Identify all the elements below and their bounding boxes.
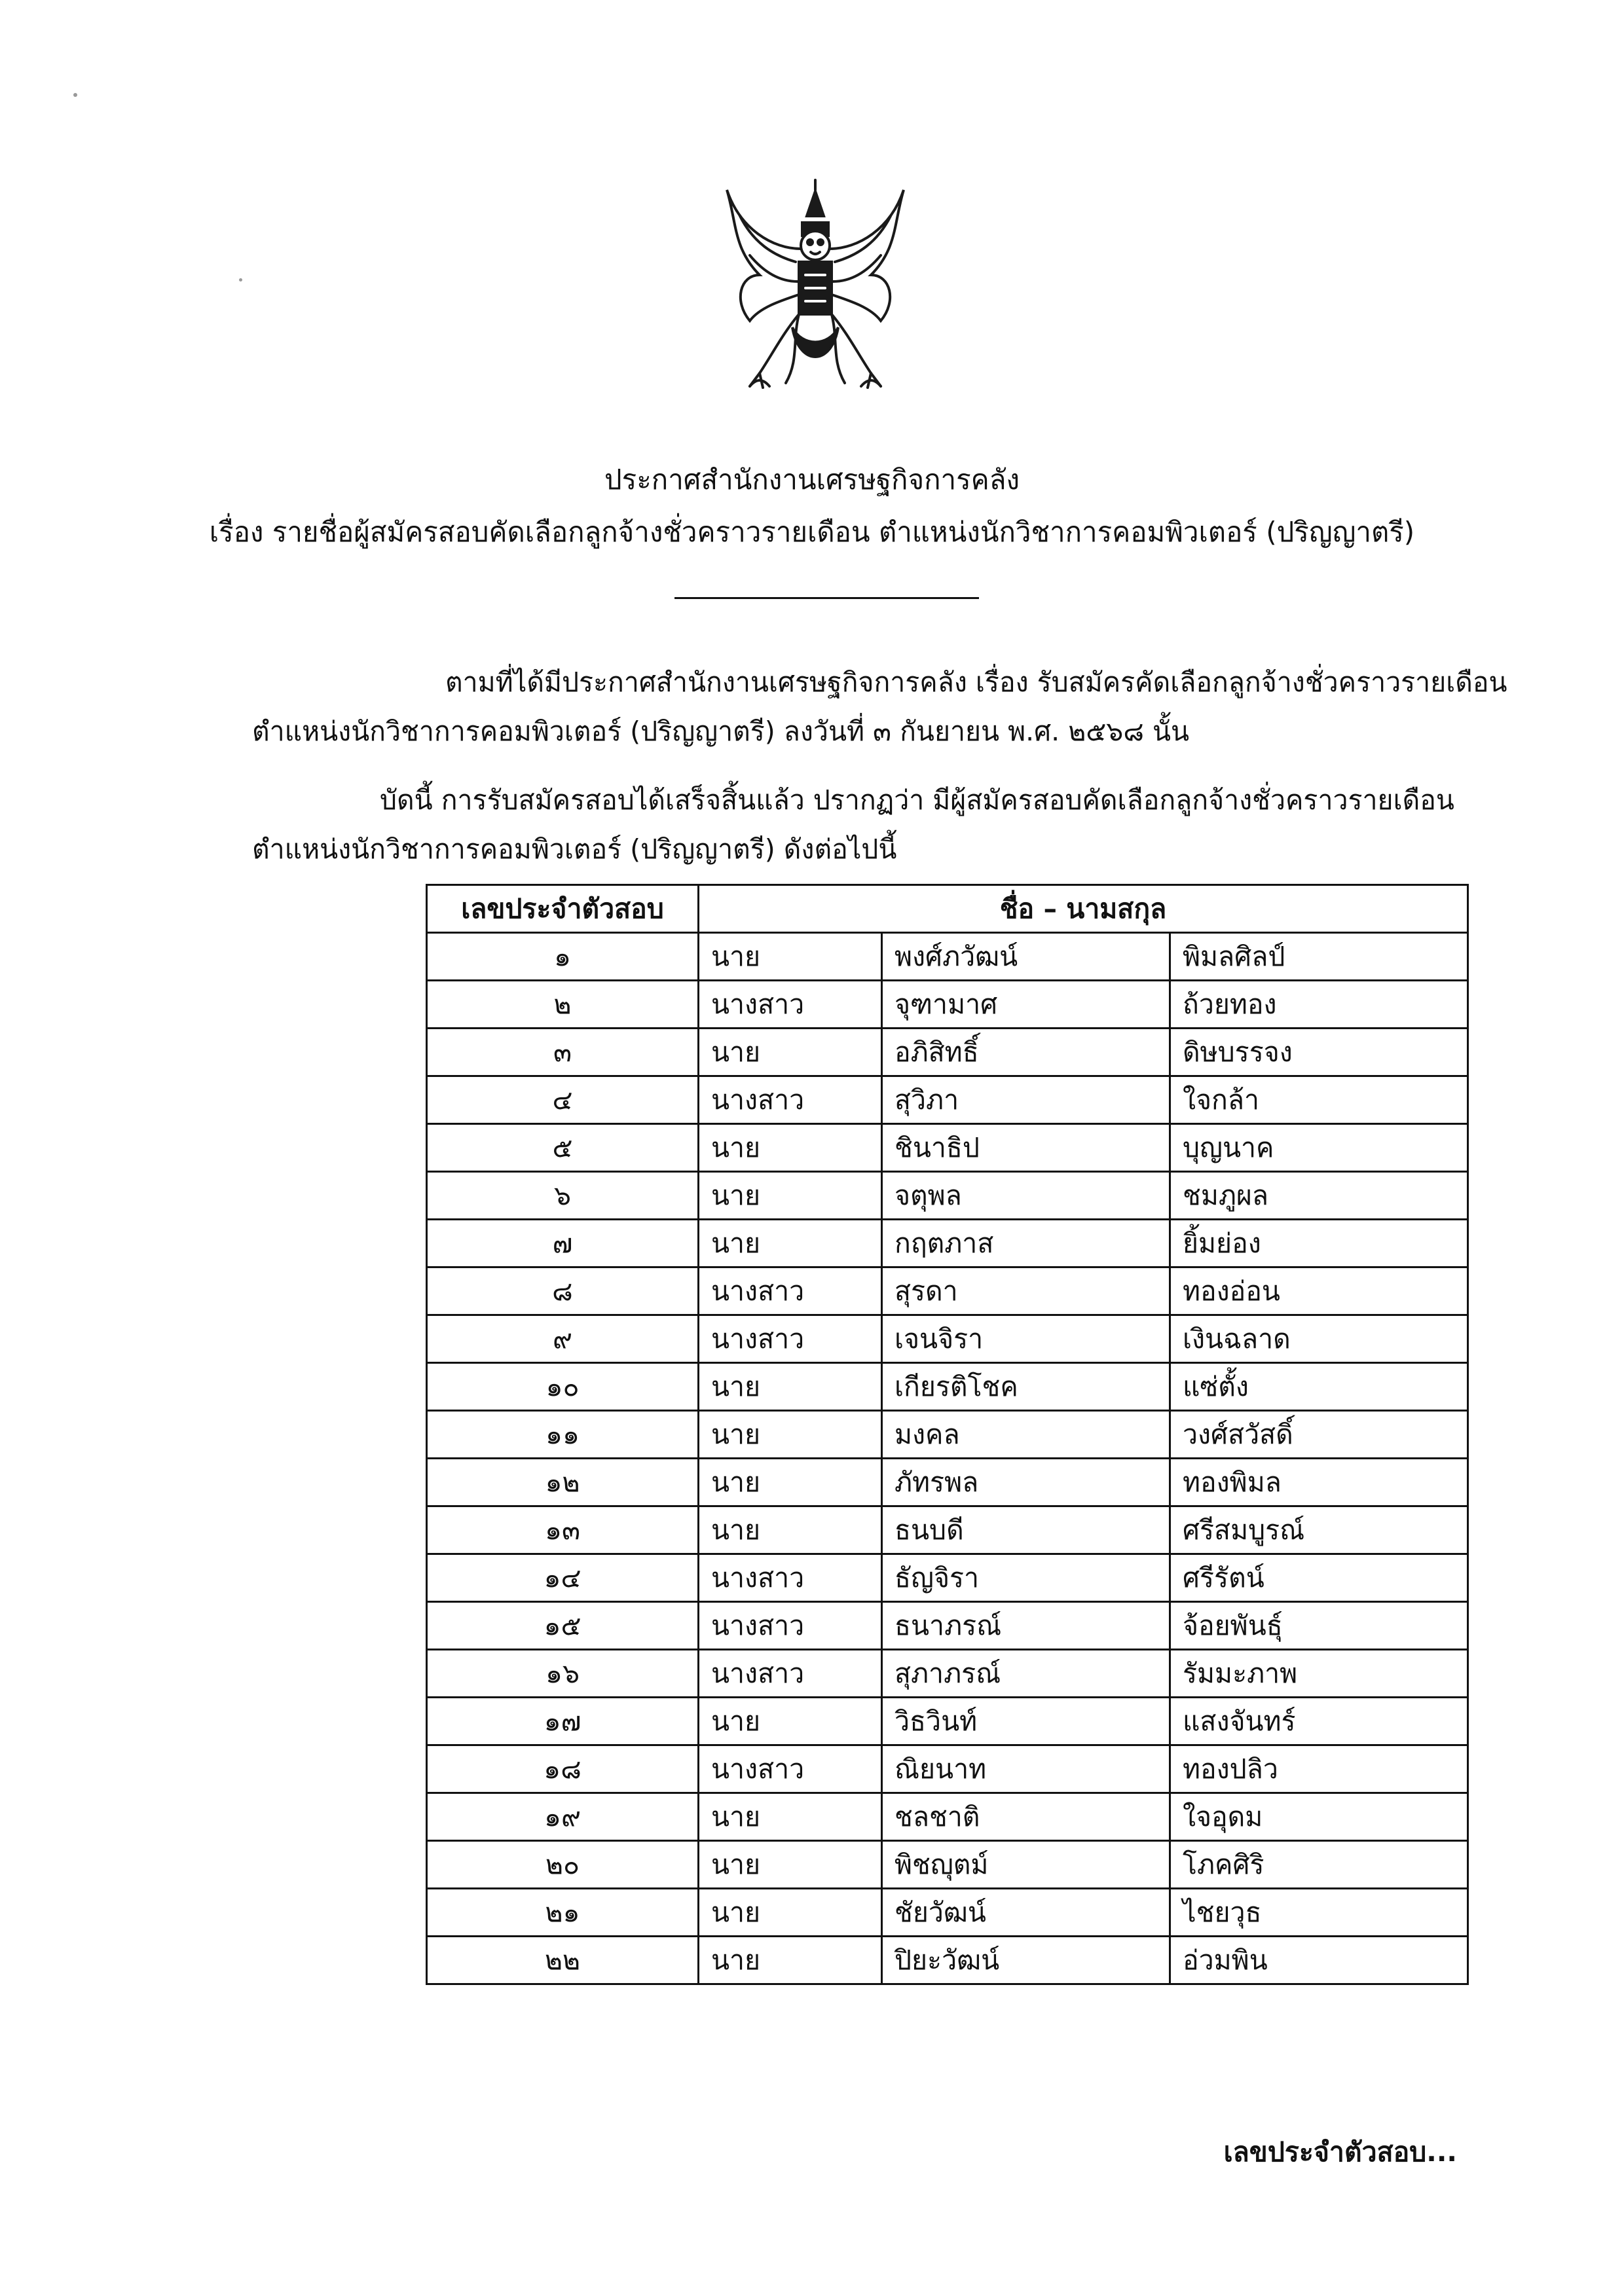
last-name-cell: ใจอุดม	[1170, 1793, 1468, 1841]
table-row	[427, 1602, 1468, 1650]
last-name-cell: บุญนาค	[1170, 1124, 1468, 1172]
announcement-subject: เรื่อง รายชื่อผู้สมัครสอบคัดเลือกลูกจ้างชั่วคราวรายเดือน ตำแหน่งนักวิชาการคอมพิวเตอร์ (ปริญญาตรี)	[209, 516, 1415, 548]
name-prefix-cell: นางสาว	[699, 1602, 882, 1650]
last-name-cell: แสงจันทร์	[1170, 1698, 1468, 1745]
first-name-cell: ณิยนาท	[882, 1745, 1170, 1793]
name-prefix-cell: นาย	[699, 1937, 882, 1984]
name-prefix-cell: นาย	[699, 1172, 882, 1220]
first-name-cell: ชลชาติ	[882, 1793, 1170, 1841]
first-name-cell: เจนจิรา	[882, 1315, 1170, 1363]
first-name-cell: อภิสิทธิ์	[882, 1029, 1170, 1076]
name-prefix-cell: นางสาว	[699, 1745, 882, 1793]
last-name-cell: เงินฉลาด	[1170, 1315, 1468, 1363]
last-name-cell: พิมลศิลป์	[1170, 933, 1468, 981]
first-name-cell: กฤตภาส	[882, 1220, 1170, 1267]
exam-id-cell: ๑๖	[427, 1650, 699, 1698]
exam-id-cell: ๕	[427, 1124, 699, 1172]
last-name-cell: วงศ์สวัสดิ์	[1170, 1411, 1468, 1459]
column-header-full-name: ชื่อ – นามสกุล	[699, 885, 1468, 933]
table-row	[427, 1267, 1468, 1315]
name-prefix-cell: นางสาว	[699, 1650, 882, 1698]
scan-speck	[239, 278, 242, 282]
exam-id-cell: ๑๘	[427, 1745, 699, 1793]
last-name-cell: ศรีรัตน์	[1170, 1554, 1468, 1602]
first-name-cell: วิธวินท์	[882, 1698, 1170, 1745]
paragraph-2-line-1: บัดนี้ การรับสมัครสอบได้เสร็จสิ้นแล้ว ปรากฏว่า มีผู้สมัครสอบคัดเลือกลูกจ้างชั่วคราวรายเดือน	[380, 784, 1454, 816]
first-name-cell: เกียรติโชค	[882, 1363, 1170, 1411]
table-row	[427, 1937, 1468, 1984]
exam-id-cell: ๓	[427, 1029, 699, 1076]
exam-id-cell: ๘	[427, 1267, 699, 1315]
table-row	[427, 933, 1468, 981]
name-prefix-cell: นาย	[699, 1459, 882, 1506]
table-row	[427, 1889, 1468, 1937]
last-name-cell: ดิษบรรจง	[1170, 1029, 1468, 1076]
paragraph-2-line-2: ตำแหน่งนักวิชาการคอมพิวเตอร์ (ปริญญาตรี) ดังต่อไปนี้	[252, 833, 897, 865]
last-name-cell: ทองปลิว	[1170, 1745, 1468, 1793]
exam-id-cell: ๑๔	[427, 1554, 699, 1602]
exam-id-cell: ๗	[427, 1220, 699, 1267]
name-prefix-cell: นาย	[699, 1698, 882, 1745]
column-header-exam-id: เลขประจำตัวสอบ	[427, 885, 699, 933]
exam-id-cell: ๒๑	[427, 1889, 699, 1937]
name-prefix-cell: นาย	[699, 1506, 882, 1554]
table-row	[427, 1076, 1468, 1124]
exam-id-cell: ๑๓	[427, 1506, 699, 1554]
name-prefix-cell: นาย	[699, 933, 882, 981]
exam-id-cell: ๑๗	[427, 1698, 699, 1745]
applicant-table	[426, 884, 1469, 1985]
table-row	[427, 1793, 1468, 1841]
name-prefix-cell: นาย	[699, 1029, 882, 1076]
table-row	[427, 1554, 1468, 1602]
paragraph-1-line-1: ตามที่ได้มีประกาศสำนักงานเศรษฐกิจการคลัง เรื่อง รับสมัครคัดเลือกลูกจ้างชั่วคราวรายเดือน	[445, 666, 1507, 698]
table-row	[427, 1650, 1468, 1698]
title-divider	[674, 597, 979, 599]
first-name-cell: ชินาธิป	[882, 1124, 1170, 1172]
last-name-cell: ไชยวุธ	[1170, 1889, 1468, 1937]
name-prefix-cell: นาย	[699, 1841, 882, 1889]
table-row	[427, 1459, 1468, 1506]
first-name-cell: พงศ์ภวัฒน์	[882, 933, 1170, 981]
table-row	[427, 1029, 1468, 1076]
table-body	[427, 933, 1468, 1984]
first-name-cell: ธัญจิรา	[882, 1554, 1170, 1602]
table-row	[427, 1124, 1468, 1172]
last-name-cell: ถ้วยทอง	[1170, 981, 1468, 1029]
last-name-cell: ทองอ่อน	[1170, 1267, 1468, 1315]
name-prefix-cell: นาย	[699, 1793, 882, 1841]
name-prefix-cell: นางสาว	[699, 1267, 882, 1315]
last-name-cell: ศรีสมบูรณ์	[1170, 1506, 1468, 1554]
first-name-cell: ปิยะวัฒน์	[882, 1937, 1170, 1984]
first-name-cell: จุฑามาศ	[882, 981, 1170, 1029]
table-row	[427, 1698, 1468, 1745]
name-prefix-cell: นางสาว	[699, 1315, 882, 1363]
first-name-cell: ธนาภรณ์	[882, 1602, 1170, 1650]
last-name-cell: โภคศิริ	[1170, 1841, 1468, 1889]
name-prefix-cell: นาย	[699, 1411, 882, 1459]
exam-id-cell: ๒๒	[427, 1937, 699, 1984]
last-name-cell: ยิ้มย่อง	[1170, 1220, 1468, 1267]
first-name-cell: พิชญุตม์	[882, 1841, 1170, 1889]
table-row	[427, 1745, 1468, 1793]
table-row	[427, 1411, 1468, 1459]
paragraph-1-line-2: ตำแหน่งนักวิชาการคอมพิวเตอร์ (ปริญญาตรี) ลงวันที่ ๓ กันยายน พ.ศ. ๒๕๖๘ นั้น	[252, 716, 1190, 747]
first-name-cell: สุวิภา	[882, 1076, 1170, 1124]
scan-speck	[73, 93, 77, 97]
last-name-cell: ทองพิมล	[1170, 1459, 1468, 1506]
exam-id-cell: ๔	[427, 1076, 699, 1124]
last-name-cell: จ้อยพันธุ์	[1170, 1602, 1468, 1650]
name-prefix-cell: นาย	[699, 1363, 882, 1411]
table-row	[427, 1363, 1468, 1411]
continued-marker: เลขประจำตัวสอบ...	[1223, 2136, 1457, 2168]
name-prefix-cell: นาย	[699, 1124, 882, 1172]
table-row	[427, 1315, 1468, 1363]
table-row	[427, 1841, 1468, 1889]
name-prefix-cell: นางสาว	[699, 1554, 882, 1602]
last-name-cell: รัมมะภาพ	[1170, 1650, 1468, 1698]
first-name-cell: ภัทรพล	[882, 1459, 1170, 1506]
table-row	[427, 1172, 1468, 1220]
first-name-cell: สุรดา	[882, 1267, 1170, 1315]
exam-id-cell: ๖	[427, 1172, 699, 1220]
first-name-cell: จตุพล	[882, 1172, 1170, 1220]
last-name-cell: อ่วมพิน	[1170, 1937, 1468, 1984]
exam-id-cell: ๒๐	[427, 1841, 699, 1889]
exam-id-cell: ๑๐	[427, 1363, 699, 1411]
garuda-emblem-icon	[720, 177, 910, 399]
table-row	[427, 981, 1468, 1029]
name-prefix-cell: นางสาว	[699, 981, 882, 1029]
table-row	[427, 1506, 1468, 1554]
last-name-cell: แซ่ตั้ง	[1170, 1363, 1468, 1411]
exam-id-cell: ๒	[427, 981, 699, 1029]
last-name-cell: ใจกล้า	[1170, 1076, 1468, 1124]
table-row	[427, 1220, 1468, 1267]
last-name-cell: ชมภูผล	[1170, 1172, 1468, 1220]
table-header-row	[427, 885, 1468, 933]
exam-id-cell: ๑๙	[427, 1793, 699, 1841]
first-name-cell: สุภาภรณ์	[882, 1650, 1170, 1698]
first-name-cell: ธนบดี	[882, 1506, 1170, 1554]
first-name-cell: ชัยวัฒน์	[882, 1889, 1170, 1937]
first-name-cell: มงคล	[882, 1411, 1170, 1459]
name-prefix-cell: นาย	[699, 1220, 882, 1267]
exam-id-cell: ๑๑	[427, 1411, 699, 1459]
exam-id-cell: ๑	[427, 933, 699, 981]
exam-id-cell: ๙	[427, 1315, 699, 1363]
exam-id-cell: ๑๕	[427, 1602, 699, 1650]
exam-id-cell: ๑๒	[427, 1459, 699, 1506]
name-prefix-cell: นาย	[699, 1889, 882, 1937]
announcement-title: ประกาศสำนักงานเศรษฐกิจการคลัง	[604, 464, 1020, 496]
name-prefix-cell: นางสาว	[699, 1076, 882, 1124]
